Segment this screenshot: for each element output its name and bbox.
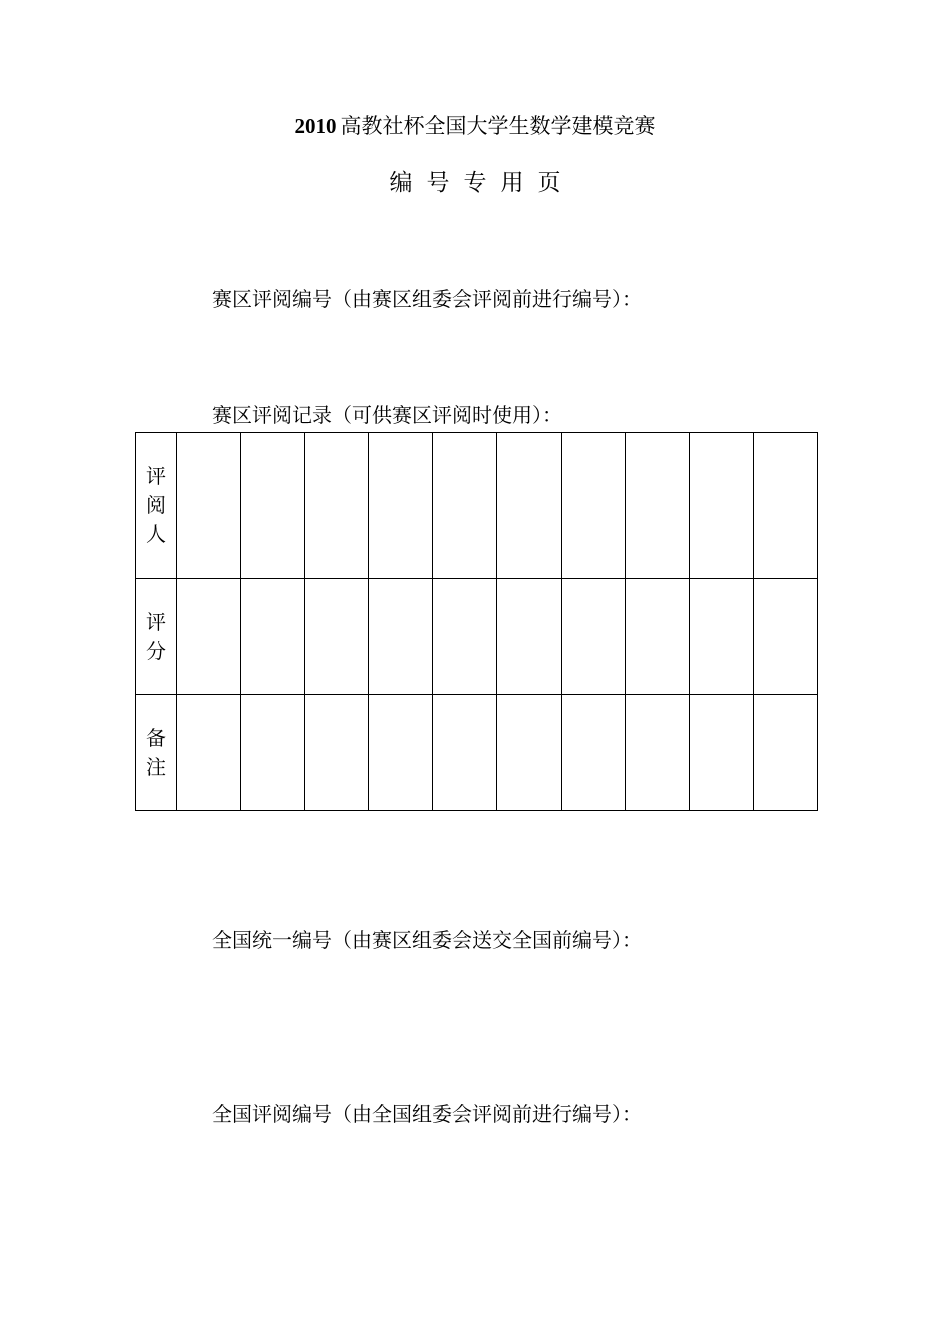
remarks-cell[interactable] (625, 695, 689, 811)
reviewer-cell[interactable] (497, 433, 561, 579)
remarks-cell[interactable] (433, 695, 497, 811)
score-cell[interactable] (561, 579, 625, 695)
region-review-number-label: 赛区评阅编号（由赛区组委会评阅前进行编号）： (212, 287, 642, 311)
reviewer-cell[interactable] (305, 433, 369, 579)
score-cell[interactable] (433, 579, 497, 695)
reviewer-cell[interactable] (625, 433, 689, 579)
score-cell[interactable] (625, 579, 689, 695)
national-review-number-label: 全国评阅编号（由全国组委会评阅前进行编号）： (212, 1102, 642, 1126)
row-header-score: 评分 (136, 579, 177, 695)
table-row-reviewer (136, 433, 818, 579)
row-header-reviewer: 评阅人 (136, 433, 177, 579)
table-row-score (136, 579, 818, 695)
remarks-cell[interactable] (177, 695, 241, 811)
remarks-cell[interactable] (369, 695, 433, 811)
remarks-cell[interactable] (561, 695, 625, 811)
national-unified-number-label: 全国统一编号（由赛区组委会送交全国前编号）： (212, 928, 642, 952)
score-cell[interactable] (177, 579, 241, 695)
score-cell[interactable] (689, 579, 753, 695)
score-cell[interactable] (753, 579, 817, 695)
review-record-table (135, 432, 818, 811)
reviewer-cell[interactable] (753, 433, 817, 579)
remarks-cell[interactable] (753, 695, 817, 811)
score-cell[interactable] (497, 579, 561, 695)
reviewer-cell[interactable] (689, 433, 753, 579)
table-row-remarks (136, 695, 818, 811)
reviewer-cell[interactable] (369, 433, 433, 579)
page-title (0, 112, 950, 140)
remarks-cell[interactable] (497, 695, 561, 811)
remarks-cell[interactable] (241, 695, 305, 811)
row-header-remarks: 备注 (136, 695, 177, 811)
remarks-cell[interactable] (689, 695, 753, 811)
remarks-cell[interactable] (305, 695, 369, 811)
reviewer-cell[interactable] (561, 433, 625, 579)
page-subtitle: 编号专用页 (389, 170, 575, 196)
score-cell[interactable] (305, 579, 369, 695)
reviewer-cell[interactable] (241, 433, 305, 579)
reviewer-cell[interactable] (177, 433, 241, 579)
region-review-record-label: 赛区评阅记录（可供赛区评阅时使用）： (212, 403, 562, 427)
score-cell[interactable] (369, 579, 433, 695)
title-year: 2010 (294, 114, 337, 138)
score-cell[interactable] (241, 579, 305, 695)
title-text: 高教社杯全国大学生数学建模竞赛 (340, 114, 656, 138)
reviewer-cell[interactable] (433, 433, 497, 579)
